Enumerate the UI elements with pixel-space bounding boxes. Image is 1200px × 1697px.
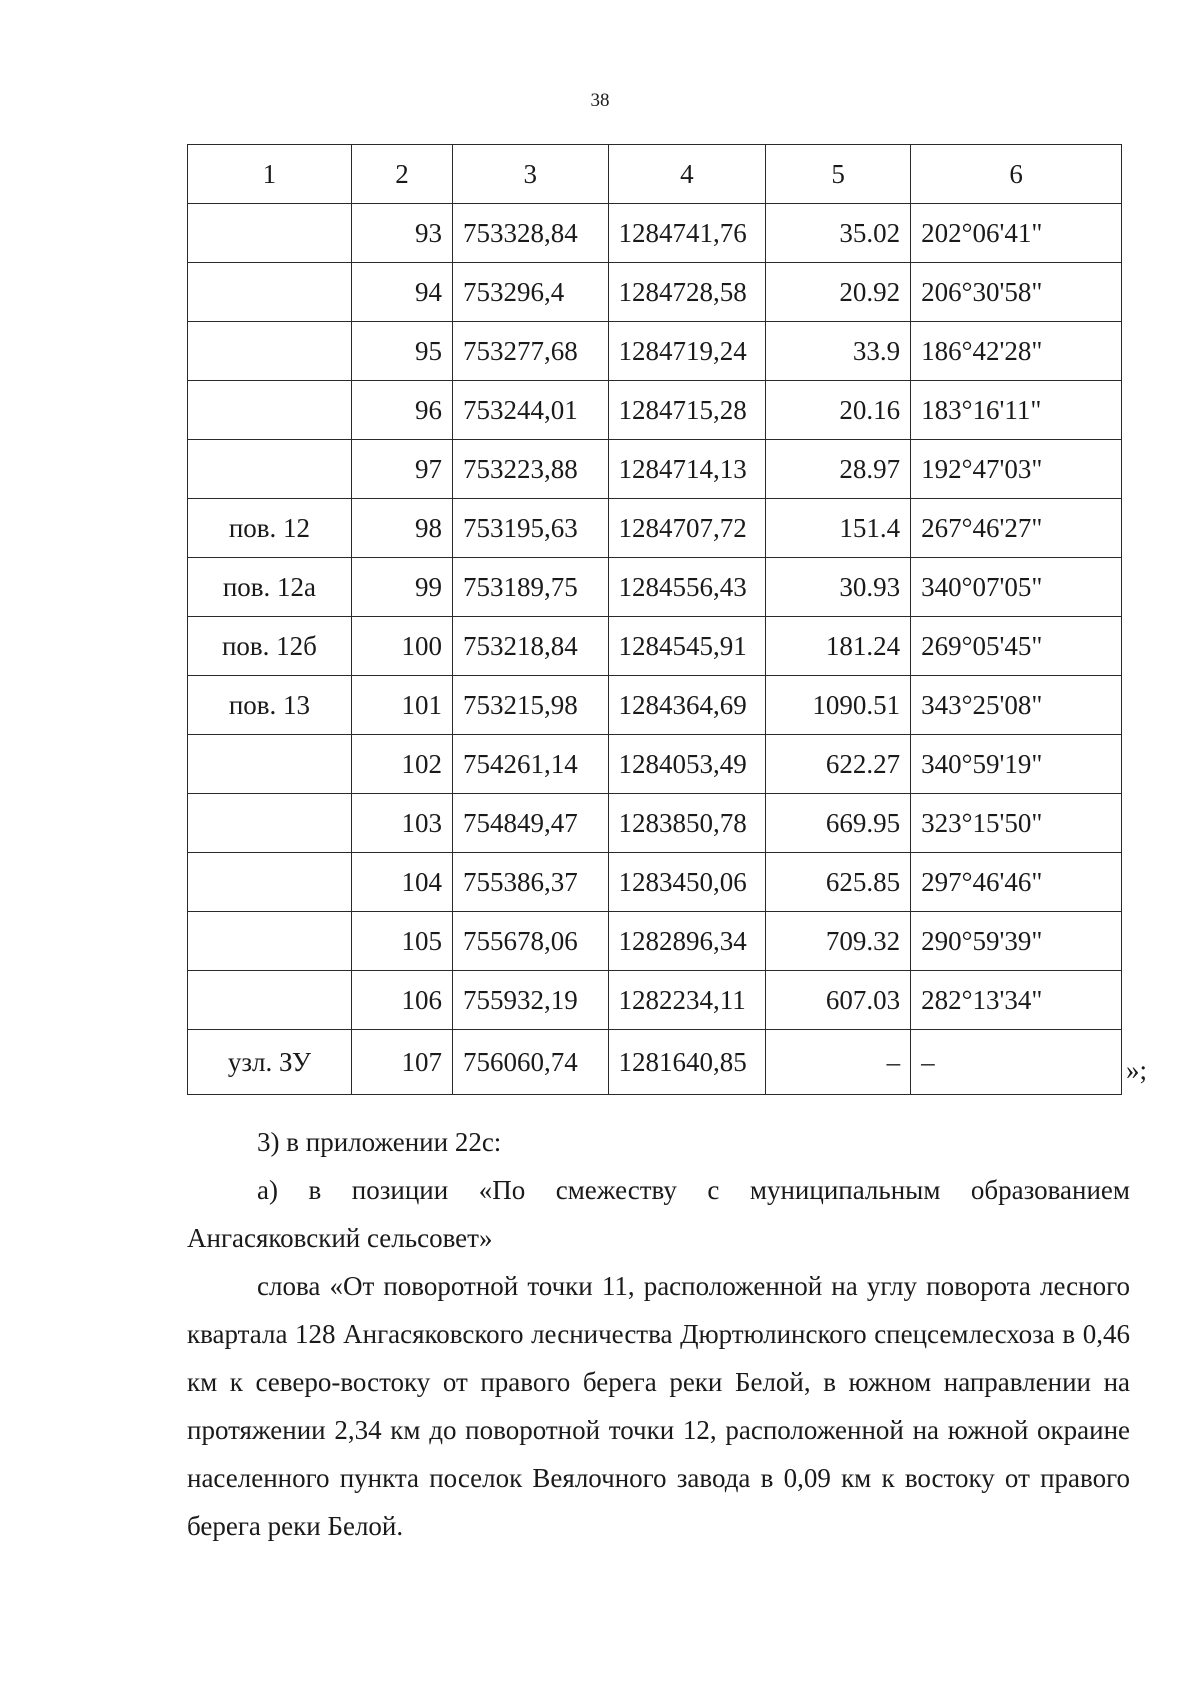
column-header: 3	[453, 145, 608, 204]
table-cell: 1284053,49	[608, 735, 766, 794]
table-cell: 269°05'45"	[911, 617, 1122, 676]
table-cell: 102	[351, 735, 452, 794]
table-cell: 30.93	[766, 558, 911, 617]
table-cell: 106	[351, 971, 452, 1030]
table-cell: 343°25'08"	[911, 676, 1122, 735]
table-cell: 93	[351, 204, 452, 263]
table-cell: 754261,14	[453, 735, 608, 794]
table-row	[188, 381, 1122, 440]
table-cell: 202°06'41"	[911, 204, 1122, 263]
table-row	[188, 440, 1122, 499]
table-cell	[188, 971, 352, 1030]
table-cell: 753215,98	[453, 676, 608, 735]
table-cell	[188, 912, 352, 971]
table-cell: 104	[351, 853, 452, 912]
table-row	[188, 735, 1122, 794]
table-cell: 753296,4	[453, 263, 608, 322]
table-cell: 105	[351, 912, 452, 971]
table-cell: 181.24	[766, 617, 911, 676]
table-cell: 192°47'03"	[911, 440, 1122, 499]
column-header: 5	[766, 145, 911, 204]
table-cell: 1284714,13	[608, 440, 766, 499]
table-cell: 267°46'27"	[911, 499, 1122, 558]
table-row	[188, 1030, 1122, 1095]
table-cell: 97	[351, 440, 452, 499]
table-cell: пов. 13	[188, 676, 352, 735]
table-cell: 1090.51	[766, 676, 911, 735]
table-cell: 1281640,85	[608, 1030, 766, 1095]
table-cell: 98	[351, 499, 452, 558]
table-cell: 35.02	[766, 204, 911, 263]
table-cell: 103	[351, 794, 452, 853]
table-cell: –	[911, 1030, 1122, 1095]
table-cell: 753328,84	[453, 204, 608, 263]
column-header: 6	[911, 145, 1122, 204]
table-cell: 1284728,58	[608, 263, 766, 322]
table-cell	[188, 322, 352, 381]
coordinates-table	[187, 144, 1122, 1095]
table-cell: 151.4	[766, 499, 911, 558]
table-cell	[188, 263, 352, 322]
table-cell: 1284707,72	[608, 499, 766, 558]
table-cell: 290°59'39"	[911, 912, 1122, 971]
table-cell: 33.9	[766, 322, 911, 381]
table-row	[188, 617, 1122, 676]
table-cell: пов. 12	[188, 499, 352, 558]
table-body	[188, 204, 1122, 1095]
table-row	[188, 912, 1122, 971]
column-header: 2	[351, 145, 452, 204]
table-cell: 96	[351, 381, 452, 440]
table-cell	[188, 794, 352, 853]
table-cell	[188, 204, 352, 263]
table-row	[188, 853, 1122, 912]
table-cell: 1284545,91	[608, 617, 766, 676]
table-cell: 1282896,34	[608, 912, 766, 971]
table-cell: 755386,37	[453, 853, 608, 912]
table-cell: 755932,19	[453, 971, 608, 1030]
table-row	[188, 794, 1122, 853]
table-cell: 753189,75	[453, 558, 608, 617]
table-cell: 1284715,28	[608, 381, 766, 440]
table-cell	[188, 853, 352, 912]
table-cell: 753244,01	[453, 381, 608, 440]
table-cell: 94	[351, 263, 452, 322]
table-row	[188, 676, 1122, 735]
table-cell: 340°07'05"	[911, 558, 1122, 617]
table-row	[188, 558, 1122, 617]
table-cell	[188, 381, 352, 440]
table-cell: 625.85	[766, 853, 911, 912]
paragraph-words: слова «От поворотной точки 11, расположенной на углу поворота лесного квартала 128 Ангасяковского лесничества Дюртюлинского спецсемлесхоза в 0,46 км к северо-востоку от правого берега реки Белой, в южном направлении на протяжении 2,34 км до поворотной точки 12, расположенной на южной окраине населенного пункта поселок Веялочного завода в 0,09 км к востоку от правого берега реки Белой.	[187, 1271, 1130, 1541]
table-cell: 754849,47	[453, 794, 608, 853]
table-cell: 669.95	[766, 794, 911, 853]
table-cell: 101	[351, 676, 452, 735]
table-cell: 756060,74	[453, 1030, 608, 1095]
table-cell: 607.03	[766, 971, 911, 1030]
page-number: 38	[590, 90, 610, 111]
table-cell: 753218,84	[453, 617, 608, 676]
table-row	[188, 322, 1122, 381]
table-cell: 755678,06	[453, 912, 608, 971]
table-cell: 1284741,76	[608, 204, 766, 263]
table-header-row	[188, 145, 1122, 204]
paragraph-item-3: 3) в приложении 22с:	[257, 1127, 502, 1157]
column-header: 4	[608, 145, 766, 204]
table-cell: 107	[351, 1030, 452, 1095]
column-header: 1	[188, 145, 352, 204]
table-cell: –	[766, 1030, 911, 1095]
table-cell	[188, 440, 352, 499]
table-cell: 622.27	[766, 735, 911, 794]
table-cell: узл. ЗУ	[188, 1030, 352, 1095]
table-cell: 753277,68	[453, 322, 608, 381]
table-cell: 1284556,43	[608, 558, 766, 617]
table-cell: 340°59'19"	[911, 735, 1122, 794]
table-cell: 99	[351, 558, 452, 617]
table-cell: 1284364,69	[608, 676, 766, 735]
table-cell: 1284719,24	[608, 322, 766, 381]
paragraph-item-a: а) в позиции «По смежеству с муниципальным образованием Ангасяковский сельсовет»	[187, 1175, 1130, 1253]
table-cell: 100	[351, 617, 452, 676]
table-cell: 186°42'28"	[911, 322, 1122, 381]
table-cell	[188, 735, 352, 794]
closing-quote-mark: »;	[1126, 1055, 1148, 1085]
table-cell: 20.16	[766, 381, 911, 440]
table-cell: 1283850,78	[608, 794, 766, 853]
table-cell: 95	[351, 322, 452, 381]
table-row	[188, 499, 1122, 558]
table-cell: 323°15'50"	[911, 794, 1122, 853]
table-cell: 709.32	[766, 912, 911, 971]
table-cell: 753223,88	[453, 440, 608, 499]
table-cell: пов. 12а	[188, 558, 352, 617]
table-cell: 297°46'46"	[911, 853, 1122, 912]
table-row	[188, 971, 1122, 1030]
table-cell: 28.97	[766, 440, 911, 499]
table-cell: пов. 12б	[188, 617, 352, 676]
table-row	[188, 204, 1122, 263]
table-cell: 753195,63	[453, 499, 608, 558]
table-cell: 1283450,06	[608, 853, 766, 912]
table-cell: 20.92	[766, 263, 911, 322]
table-cell: 1282234,11	[608, 971, 766, 1030]
table-cell: 206°30'58"	[911, 263, 1122, 322]
table-cell: 282°13'34"	[911, 971, 1122, 1030]
table-cell: 183°16'11"	[911, 381, 1122, 440]
table-row	[188, 263, 1122, 322]
